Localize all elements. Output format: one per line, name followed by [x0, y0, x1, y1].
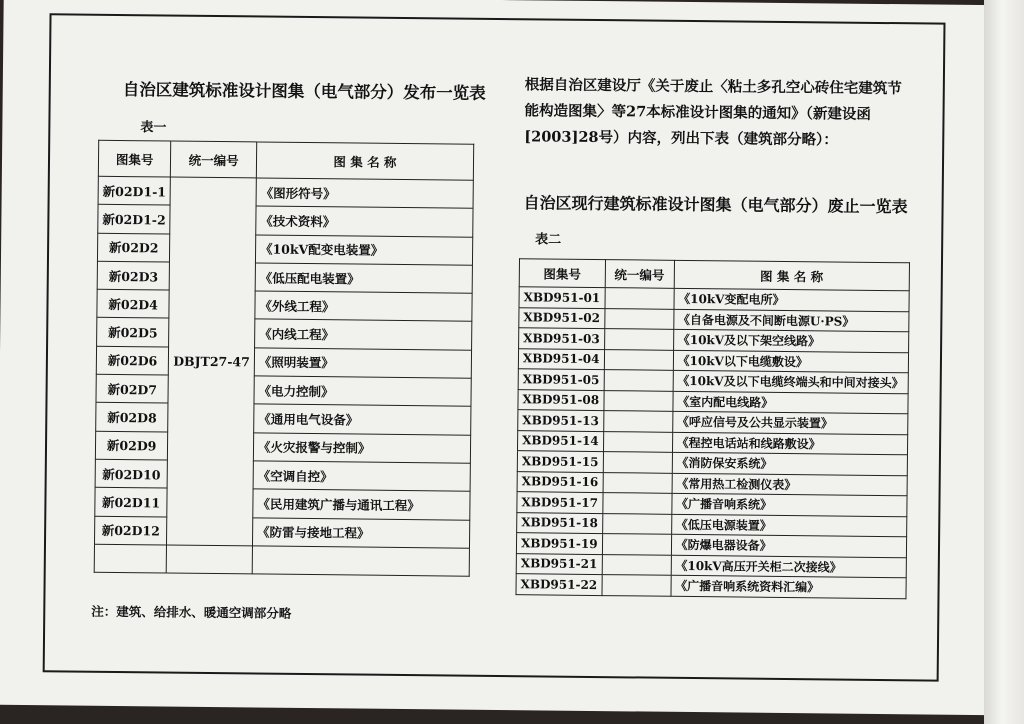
row-name: 《10kV及以下电缆终端头和中间对接头》 — [673, 370, 909, 393]
row-name: 《10kV变配电所》 — [674, 288, 910, 311]
row-name: 《图形符号》 — [256, 178, 473, 209]
table-row — [94, 516, 469, 548]
row-code: 新02D5 — [97, 318, 170, 347]
row-unified-code — [604, 349, 673, 370]
row-code: 新02D7 — [96, 374, 169, 403]
table1-label: 表一 — [140, 120, 167, 136]
row-code: XBD951-18 — [517, 512, 603, 533]
row-name: 《呼应信号及公共显示装置》 — [672, 411, 908, 434]
row-name: 《10kV配变电装置》 — [255, 235, 472, 266]
row-code: 新02D1-2 — [98, 205, 171, 234]
publish-table-body — [94, 176, 473, 576]
row-code: XBD951-01 — [519, 287, 605, 308]
row-unified-code — [604, 390, 673, 411]
row-name: 《自备电源及不间断电源U·PS》 — [673, 309, 909, 332]
row-unified-code — [602, 513, 671, 534]
row-unified-code — [602, 575, 671, 596]
empty-cell — [167, 545, 253, 574]
table-row — [97, 233, 472, 265]
row-code: XBD951-05 — [518, 369, 604, 390]
row-unified-code — [604, 370, 673, 391]
row-unified-code — [603, 452, 672, 473]
row-code: 新02D9 — [95, 431, 168, 460]
row-name: 《电力控制》 — [254, 376, 471, 407]
row-name: 《程控电话站和线路敷设》 — [672, 432, 908, 455]
col-header-unified: 统一编号 — [171, 141, 257, 178]
table-row — [98, 205, 473, 237]
abolish-table — [515, 258, 909, 599]
row-unified-code — [604, 329, 673, 350]
row-name: 《消防保安系统》 — [672, 452, 908, 475]
publish-table — [94, 140, 474, 577]
row-code: XBD951-04 — [518, 348, 604, 369]
table-row — [95, 459, 470, 491]
row-name: 《广播音响系统》 — [671, 493, 907, 516]
row-code: 新02D4 — [97, 289, 170, 318]
row-code: XBD951-21 — [516, 553, 602, 574]
row-unified-code — [603, 411, 672, 432]
table1-title: 自治区建筑标准设计图集（电气部分）发布一览表 — [122, 80, 486, 103]
table-row — [95, 488, 470, 520]
row-unified-code — [602, 534, 671, 555]
row-name: 《10kV高压开关柜二次接线》 — [671, 555, 907, 578]
row-code: XBD951-16 — [517, 471, 603, 492]
table-row — [96, 374, 471, 406]
table-row — [97, 261, 472, 293]
table2-label: 表二 — [535, 232, 562, 248]
row-name: 《火灾报警与控制》 — [253, 433, 470, 464]
table-row — [97, 318, 472, 350]
row-code: XBD951-19 — [516, 533, 602, 554]
row-name: 《照明装置》 — [254, 348, 471, 379]
row-code: XBD951-15 — [517, 451, 603, 472]
row-name: 《10kV及以下架空线路》 — [673, 329, 909, 352]
col-header-name: 图 集 名 称 — [674, 260, 910, 290]
footnote: 注：建筑、给排水、暖通空调部分略 — [91, 603, 292, 621]
table2-title: 自治区现行建筑标准设计图集（电气部分）废止一览表 — [523, 193, 908, 217]
table-row — [96, 346, 471, 378]
row-name: 《低压配电装置》 — [255, 263, 472, 294]
row-name: 《通用电气设备》 — [254, 404, 471, 435]
row-name: 《防雷与接地工程》 — [252, 517, 469, 548]
row-code: 新02D10 — [95, 459, 168, 488]
row-unified-code — [603, 472, 672, 493]
binding-spine — [984, 0, 1024, 724]
row-code: XBD951-22 — [516, 574, 602, 595]
row-unified-code — [605, 288, 674, 309]
row-name: 《10kV以下电缆敷设》 — [673, 350, 909, 373]
row-name: 《内线工程》 — [255, 319, 472, 350]
row-name: 《低压电源装置》 — [671, 514, 907, 537]
row-code: 新02D2 — [97, 233, 170, 262]
row-code: 新02D6 — [96, 346, 169, 375]
col-header-code: 图集号 — [98, 140, 171, 177]
intro-paragraph: 根据自治区建设厅《关于废止〈粘土多孔空心砖住宅建筑节能构造图集〉等27本标准设计图集的通知》（新建设函[2003]28号）内容，列出下表（建筑部分略）： — [524, 76, 902, 149]
table-row — [95, 431, 470, 463]
row-unified-code — [603, 431, 672, 452]
col-header-code: 图集号 — [519, 259, 605, 288]
row-unified-code — [604, 308, 673, 329]
unified-code-cell: DBJT27-47 — [167, 177, 256, 546]
table-row — [97, 289, 472, 321]
row-code: 新02D12 — [94, 516, 167, 545]
row-code: 新02D11 — [95, 488, 168, 517]
row-name: 《技术资料》 — [256, 206, 473, 237]
row-code: XBD951-17 — [517, 492, 603, 513]
row-code: XBD951-13 — [518, 410, 604, 431]
row-unified-code — [602, 493, 671, 514]
row-unified-code — [602, 554, 671, 575]
table-row — [516, 574, 906, 599]
empty-cell — [252, 546, 469, 577]
table-row — [96, 403, 471, 435]
row-code: XBD951-14 — [517, 430, 603, 451]
row-name: 《防爆电器设备》 — [671, 534, 907, 557]
row-code: 新02D1-1 — [98, 176, 171, 205]
row-name: 《民用建筑广播与通讯工程》 — [253, 489, 470, 520]
abolish-table-body — [516, 287, 909, 599]
empty-cell — [94, 544, 167, 573]
table-row-empty — [94, 544, 469, 576]
row-name: 《广播音响系统资料汇编》 — [671, 575, 907, 598]
row-name: 《常用热工检测仪表》 — [672, 473, 908, 496]
row-code: XBD951-03 — [519, 328, 605, 349]
row-code: 新02D3 — [97, 261, 170, 290]
table-row — [98, 176, 473, 208]
row-code: XBD951-02 — [519, 307, 605, 328]
col-header-name: 图 集 名 称 — [256, 142, 473, 180]
col-header-unified: 统一编号 — [605, 260, 674, 289]
row-name: 《室内配电线路》 — [673, 391, 909, 414]
row-code: 新02D8 — [96, 403, 169, 432]
row-name: 《外线工程》 — [255, 291, 472, 322]
row-name: 《空调自控》 — [253, 461, 470, 492]
row-code: XBD951-08 — [518, 389, 604, 410]
